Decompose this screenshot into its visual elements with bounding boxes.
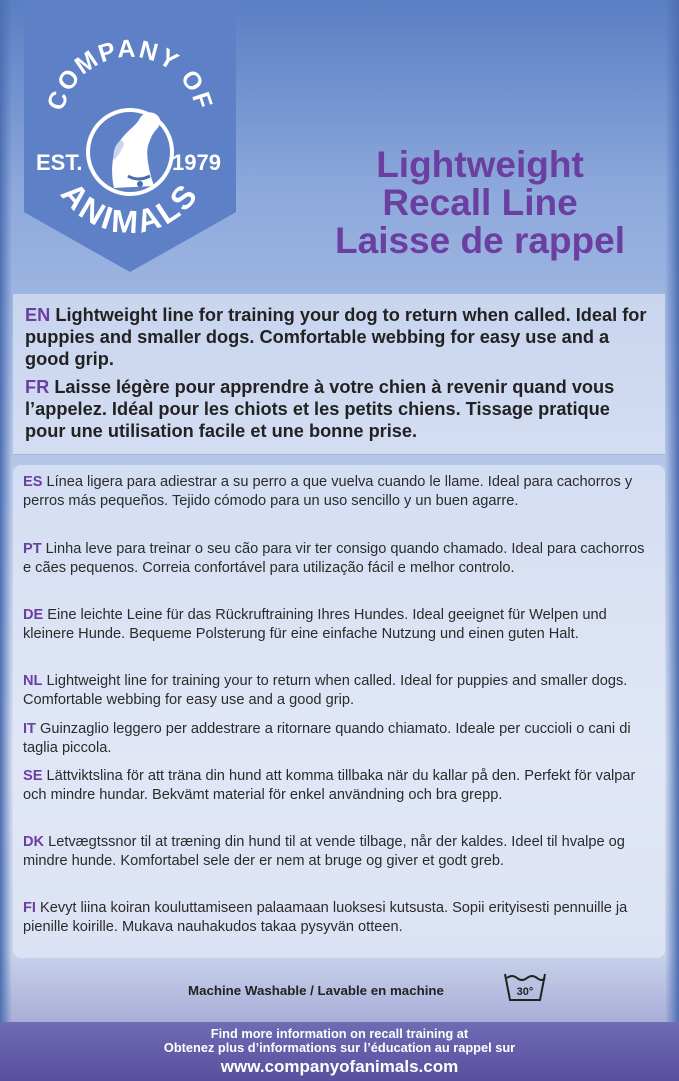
brand-est: EST. (36, 150, 83, 175)
dog-icon (88, 110, 172, 194)
care-label: Machine Washable / Lavable en machine (188, 983, 444, 998)
language-code: EN (25, 305, 51, 325)
language-code: PT (23, 541, 42, 557)
description-it (23, 720, 653, 757)
package-edge-left (0, 0, 12, 1081)
language-code: ES (23, 474, 43, 490)
brand-year: 1979 (172, 150, 221, 175)
brand-arc-bottom: ANIMALS (54, 175, 206, 241)
footer-line-en: Find more information on recall training at (210, 1026, 469, 1041)
description-text: Kevyt liina koiran kouluttamiseen palaamaan luoksesi kutsusta. Sopii erityisesti pennuille ja pienille koirille. Mukava nauhakudos takaa pysyvän otteen. (23, 900, 628, 935)
description-en (25, 304, 655, 370)
language-code: SE (23, 768, 43, 784)
description-text: Letvægtssnor til at træning din hund til at vende tilbage, når der kaldes. Ideel til hvalpe og mindre hunde. Komfortabel sele der er nem at bruge og giver et godt greb. (23, 834, 625, 869)
svg-text:COMPANY OF (42, 35, 218, 114)
language-code: FI (23, 900, 36, 916)
language-code: NL (23, 673, 43, 689)
description-nl (23, 672, 653, 709)
description-text: Lightweight line for training your dog to return when called. Ideal for puppies and smaller dogs. Comfortable webbing for easy use and a good grip. (25, 305, 647, 369)
description-dk (23, 833, 653, 870)
description-pt (23, 540, 653, 577)
description-text: Linha leve para treinar o seu cão para vir ter consigo quando chamado. Ideal para cachorros e cães pequenos. Correia confortável para utilização fácil e melhor controlo. (23, 541, 645, 576)
description-text: Lightweight line for training your to return when called. Ideal for puppies and smaller dogs. Comfortable webbing for easy use and a good grip. (23, 673, 628, 708)
brand-logo (24, 0, 236, 272)
language-code: IT (23, 721, 36, 737)
brand-arc-top: COMPANY OF (41, 34, 219, 114)
language-code: DE (23, 607, 44, 623)
description-text: Eine leichte Leine für das Rückruftraining Ihres Hundes. Ideal geeignet für Welpen und kleinere Hunde. Bequeme Polsterung für eine einfache Nutzung und einen guten Halt. (23, 607, 607, 642)
package-edge-right (665, 0, 679, 1081)
language-code: FR (25, 377, 50, 397)
description-text: Línea ligera para adiestrar a su perro a que vuelva cuando le llame. Ideal para cachorros y perros más pequeños. Tejido cómodo para un uso sencillo y un buen agarre. (23, 474, 633, 509)
footer-line-fr: Obtenez plus d’informations sur l’éducation au rappel sur (163, 1040, 516, 1055)
description-text: Lättviktslina för att träna din hund att komma tillbaka när du kallar på den. Perfekt för valpar och mindre hundar. Bekvämt material för enkel användning och bra grepp. (23, 768, 636, 803)
translations-panel (13, 465, 665, 958)
description-se (23, 767, 653, 804)
footer-url-link[interactable]: www.companyofanimals.com (220, 1057, 459, 1076)
wash-30-icon (502, 968, 548, 1004)
description-fi (23, 899, 653, 936)
description-es (23, 473, 653, 510)
description-fr (25, 376, 655, 442)
description-de (23, 606, 653, 643)
footer-banner (0, 1022, 679, 1081)
description-text: Guinzaglio leggero per addestrare a ritornare quando chiamato. Ideale per cuccioli o cani di taglia piccola. (23, 721, 631, 756)
wash-temperature: 30° (516, 986, 534, 998)
brand-badge (24, 0, 236, 272)
title-line-3: Laisse de rappel (335, 220, 625, 261)
description-text: Laisse légère pour apprendre à votre chien à revenir quand vous l’appelez. Idéal pour les chiots et les petits chiens. Tissage pratique pour une utilisation facile et une bonne prise. (25, 377, 615, 441)
primary-description-panel (13, 293, 665, 455)
title-line-2: Recall Line (382, 182, 578, 223)
language-code: DK (23, 834, 45, 850)
product-title (300, 146, 660, 260)
title-line-1: Lightweight (376, 144, 584, 185)
